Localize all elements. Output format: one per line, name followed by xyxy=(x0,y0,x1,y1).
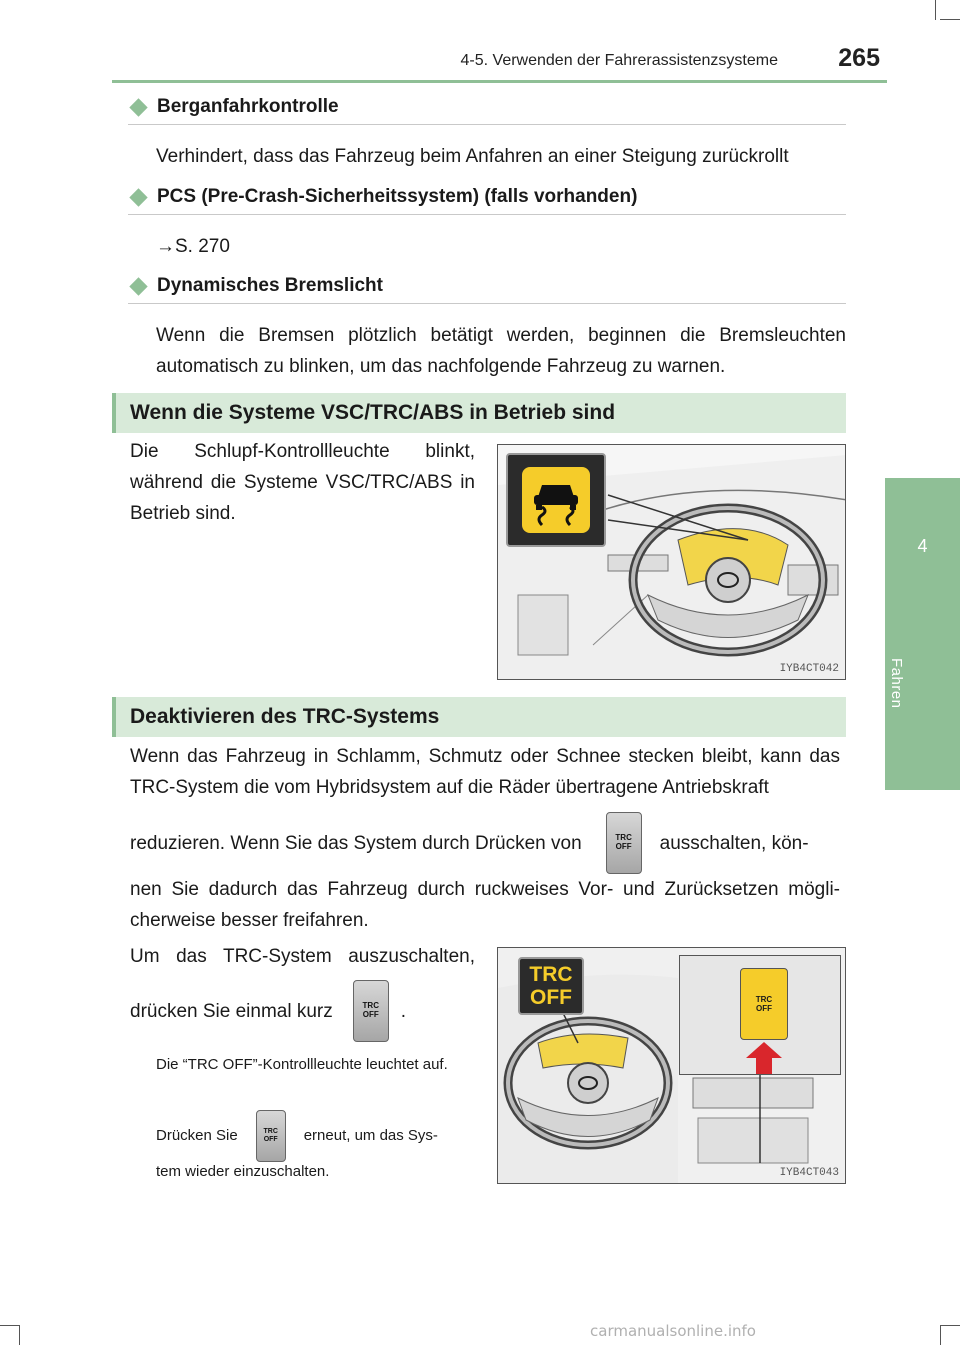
diamond-icon xyxy=(129,277,147,295)
section-title: Deaktivieren des TRC-Systems xyxy=(130,705,440,728)
trc-off-button-icon: TRC OFF xyxy=(606,812,642,874)
crop-mark xyxy=(940,19,960,20)
chapter-side-tab xyxy=(885,478,960,790)
trc-off-button-icon: TRC OFF xyxy=(256,1110,286,1162)
trc-off-button-icon: TRC OFF xyxy=(353,980,389,1042)
figure-code: IYB4CT042 xyxy=(779,663,839,675)
bullet-dynamisches-bremslicht xyxy=(128,275,846,382)
diamond-icon xyxy=(129,98,147,116)
dashboard-illustration-trc xyxy=(497,947,846,1184)
dashboard-illustration-vsc xyxy=(497,444,846,680)
text-fragment: ausschalten, kön- xyxy=(659,832,809,854)
page-reference-link[interactable]: →S. 270 xyxy=(156,236,230,257)
text-fragment: drücken Sie einmal kurz xyxy=(130,1000,333,1022)
step-text-with-button xyxy=(130,980,475,1042)
bullet-body: Verhindert, dass das Fahrzeug beim Anfahren an einer Steigung zurückrollt xyxy=(156,146,789,167)
figure-code: IYB4CT043 xyxy=(779,1167,839,1179)
text-fragment: . xyxy=(400,1000,407,1022)
trc-off-switch-label: TRC OFF xyxy=(755,995,773,1013)
trc-off-indicator-label: TRC OFF xyxy=(529,963,573,1009)
trc-off-indicator-icon xyxy=(518,957,584,1015)
section-text: Wenn das Fahrzeug in Schlamm, Schmutz oder Schnee stecken bleibt, kann das TRC-System die vom Hybridsystem auf die Räder übertragene Antriebskraft xyxy=(130,746,840,798)
bullet-title: Dynamisches Bremslicht xyxy=(157,275,383,296)
console-inset xyxy=(679,955,841,1075)
text-fragment: Drücken Sie xyxy=(156,1127,238,1144)
bullet-heading xyxy=(128,186,846,215)
crop-mark xyxy=(0,1325,20,1326)
crop-mark xyxy=(940,1325,960,1326)
note-text: tem wieder einzuschalten. xyxy=(156,1163,330,1180)
bullet-heading xyxy=(128,275,846,304)
watermark: carmanualsonline.info xyxy=(590,1322,756,1340)
bullet-body: Wenn die Bremsen plötzlich betätigt werden, beginnen die Bremsleuchten automatisch zu blinken, um das nachfolgende Fahrzeug zu warnen. xyxy=(156,325,846,377)
chapter-tab-number: 4 xyxy=(917,536,928,556)
section-text: nen Sie dadurch das Fahrzeug durch ruckweises Vor- und Zurücksetzen mögli-cherweise besser freifahren. xyxy=(130,879,840,931)
section-heading xyxy=(112,393,846,433)
step-text: Um das TRC-System auszuschalten, xyxy=(130,946,475,967)
crop-mark xyxy=(19,1325,20,1345)
section-text: Die Schlupf-Kontrollleuchte blinkt, während die Systeme VSC/TRC/ABS in Betrieb sind. xyxy=(130,441,475,524)
red-arrow-icon xyxy=(680,956,842,1076)
bullet-berganfahrkontrolle xyxy=(128,96,846,172)
text-fragment: erneut, um das Sys- xyxy=(303,1127,438,1144)
bullet-heading xyxy=(128,96,846,125)
slip-indicator-icon xyxy=(506,453,606,547)
diamond-icon xyxy=(129,188,147,206)
page-number: 265 xyxy=(838,44,880,72)
bullet-title: PCS (Pre-Crash-Sicherheitssystem) (falls vorhanden) xyxy=(157,186,638,207)
section-title: Wenn die Systeme VSC/TRC/ABS in Betrieb sind xyxy=(130,401,616,424)
bullet-pcs xyxy=(128,186,846,262)
section-heading xyxy=(112,697,846,737)
crop-mark xyxy=(935,0,936,20)
bullet-title: Berganfahrkontrolle xyxy=(157,96,339,117)
chapter-tab-label: Fahren xyxy=(888,658,905,709)
crop-mark xyxy=(940,1325,941,1345)
note-text: Die “TRC OFF”-Kontrollleuchte leuchtet auf. xyxy=(156,1056,448,1073)
header-rule xyxy=(112,80,887,83)
chapter-title: 4-5. Verwenden der Fahrerassistenzsysteme xyxy=(460,52,778,69)
section-text-with-button xyxy=(130,812,840,874)
text-fragment: reduzieren. Wenn Sie das System durch Drücken von xyxy=(130,832,582,854)
note-text-with-button xyxy=(156,1110,476,1162)
